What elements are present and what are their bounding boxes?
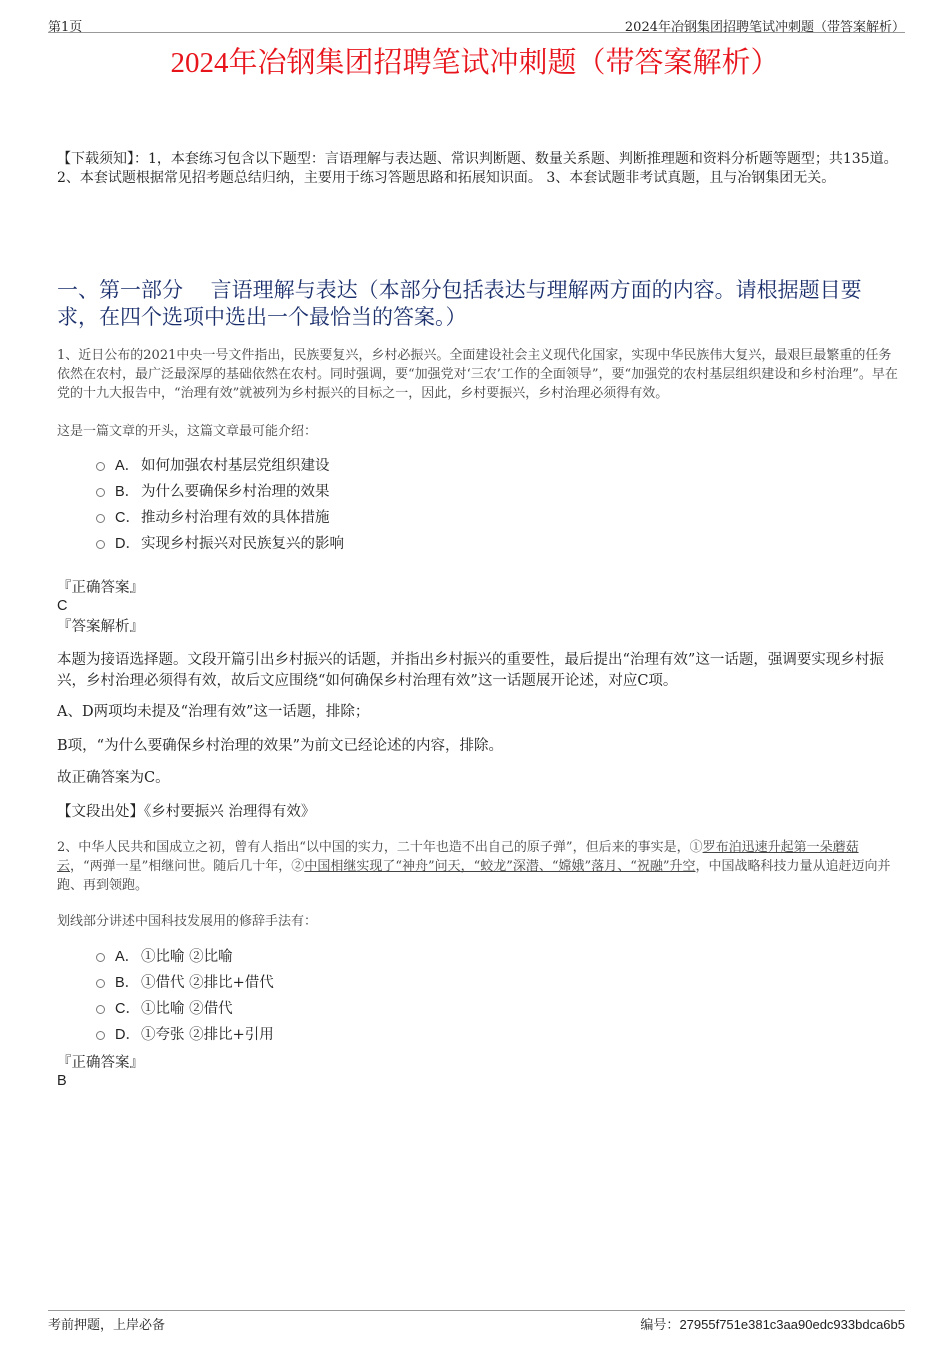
radio-icon[interactable] [96, 488, 105, 497]
radio-icon[interactable] [96, 514, 105, 523]
answer-value: C [57, 598, 68, 614]
radio-icon[interactable] [96, 462, 105, 471]
option-b[interactable]: B． 为什么要确保乡村治理的效果 [96, 479, 344, 505]
section-heading: 一、第一部分 言语理解与表达（本部分包括表达与理解两方面的内容。请根据题目要求，在四个选项中选出一个最恰当的答案。） [57, 278, 862, 329]
page-number: 第1页 [48, 20, 83, 35]
analysis-paragraph: 故正确答案为C。 [57, 770, 170, 786]
question-2-text: 2、中华人民共和国成立之初，曾有人指出“以中国的实力，二十年也造不出自己的原子弹”，但后来的事实是，①罗布泊迅速升起第一朵蘑菇云，“两弹一星”相继问世。随后几十年，②中国相继实现了“神舟”问天，“蛟龙”深潜、“嫦娥”落月、“祝融”升空，中国战略科技力量从追赶迈向并跑、再到领跑。 [57, 840, 891, 893]
option-a[interactable]: A． 如何加强农村基层党组织建设 [96, 453, 344, 479]
underlined-phrase: 罗布泊迅速升起第一朵蘑菇云 [57, 840, 859, 874]
radio-icon[interactable] [96, 1031, 105, 1040]
document-id: 编号：27955f751e381c3aa90edc933bdca6b5 [640, 1317, 905, 1332]
analysis-paragraph: A、D两项均未提及“治理有效”这一话题，排除； [57, 704, 370, 720]
document-title: 2024年冶钢集团招聘笔试冲刺题（带答案解析） [170, 47, 780, 79]
page-header [48, 14, 905, 33]
radio-icon[interactable] [96, 979, 105, 988]
question-2-options [96, 944, 274, 1048]
header-doc-title: 2024年冶钢集团招聘笔试冲刺题（带答案解析） [624, 20, 905, 35]
radio-icon[interactable] [96, 540, 105, 549]
analysis-label: 『答案解析』 [57, 619, 144, 635]
option-c[interactable]: C． ①比喻 ②借代 [96, 996, 274, 1022]
answer-value: B [57, 1073, 67, 1089]
answer-label: 『正确答案』 [57, 580, 144, 596]
question-2-prompt: 划线部分讲述中国科技发展用的修辞手法有： [57, 914, 318, 929]
download-notice: 【下载须知】：1，本套练习包含以下题型：言语理解与表达题、常识判断题、数量关系题、判断推理题和资料分析题等题型；共135道。 2、本套试题根据常见招考题总结归纳，主要用于练习答题思路和拓展知识面。 3、本套试题非考试真题，且与冶钢集团无关。 [57, 151, 898, 186]
question-1-prompt: 这是一篇文章的开头，这篇文章最可能介绍： [57, 424, 318, 439]
analysis-paragraph: B项，“为什么要确保乡村治理的效果”为前文已经论述的内容，排除。 [57, 738, 503, 754]
analysis-paragraph: 本题为接语选择题。文段开篇引出乡村振兴的话题，并指出乡村振兴的重要性，最后提出“治理有效”这一话题，强调要实现乡村振兴，乡村治理必须得有效，故后文应围绕“如何确保乡村治理有效”这一话题展开论述，对应C项。 [57, 652, 884, 689]
option-d[interactable]: D． ①夸张 ②排比+引用 [96, 1022, 274, 1048]
footer-slogan: 考前押题，上岸必备 [48, 1318, 166, 1333]
option-c[interactable]: C． 推动乡村治理有效的具体措施 [96, 505, 344, 531]
option-b[interactable]: B． ①借代 ②排比+借代 [96, 970, 274, 996]
text-source: 【文段出处】《乡村要振兴 治理得有效》 [57, 804, 316, 820]
underlined-phrase: 中国相继实现了“神舟”问天，“蛟龙”深潜、“嫦娥”落月、“祝融”升空 [304, 859, 696, 874]
page-footer [48, 1310, 905, 1331]
option-a[interactable]: A． ①比喻 ②比喻 [96, 944, 274, 970]
option-d[interactable]: D． 实现乡村振兴对民族复兴的影响 [96, 531, 344, 557]
question-1-text: 1、近日公布的2021中央一号文件指出，民族要复兴，乡村必振兴。全面建设社会主义现代化国家，实现中华民族伟大复兴，最艰巨最繁重的任务依然在农村，最广泛最深厚的基础依然在农村。同时强调，要“加强党对‘三农’工作的全面领导”，要“加强党的农村基层组织建设和乡村治理”。早在党的十九大报告中，“治理有效”就被列为乡村振兴的目标之一，因此，乡村要振兴，乡村治理必须得有效。 [57, 348, 898, 401]
question-1-options [96, 453, 344, 557]
radio-icon[interactable] [96, 1005, 105, 1014]
radio-icon[interactable] [96, 953, 105, 962]
answer-label: 『正确答案』 [57, 1055, 144, 1071]
